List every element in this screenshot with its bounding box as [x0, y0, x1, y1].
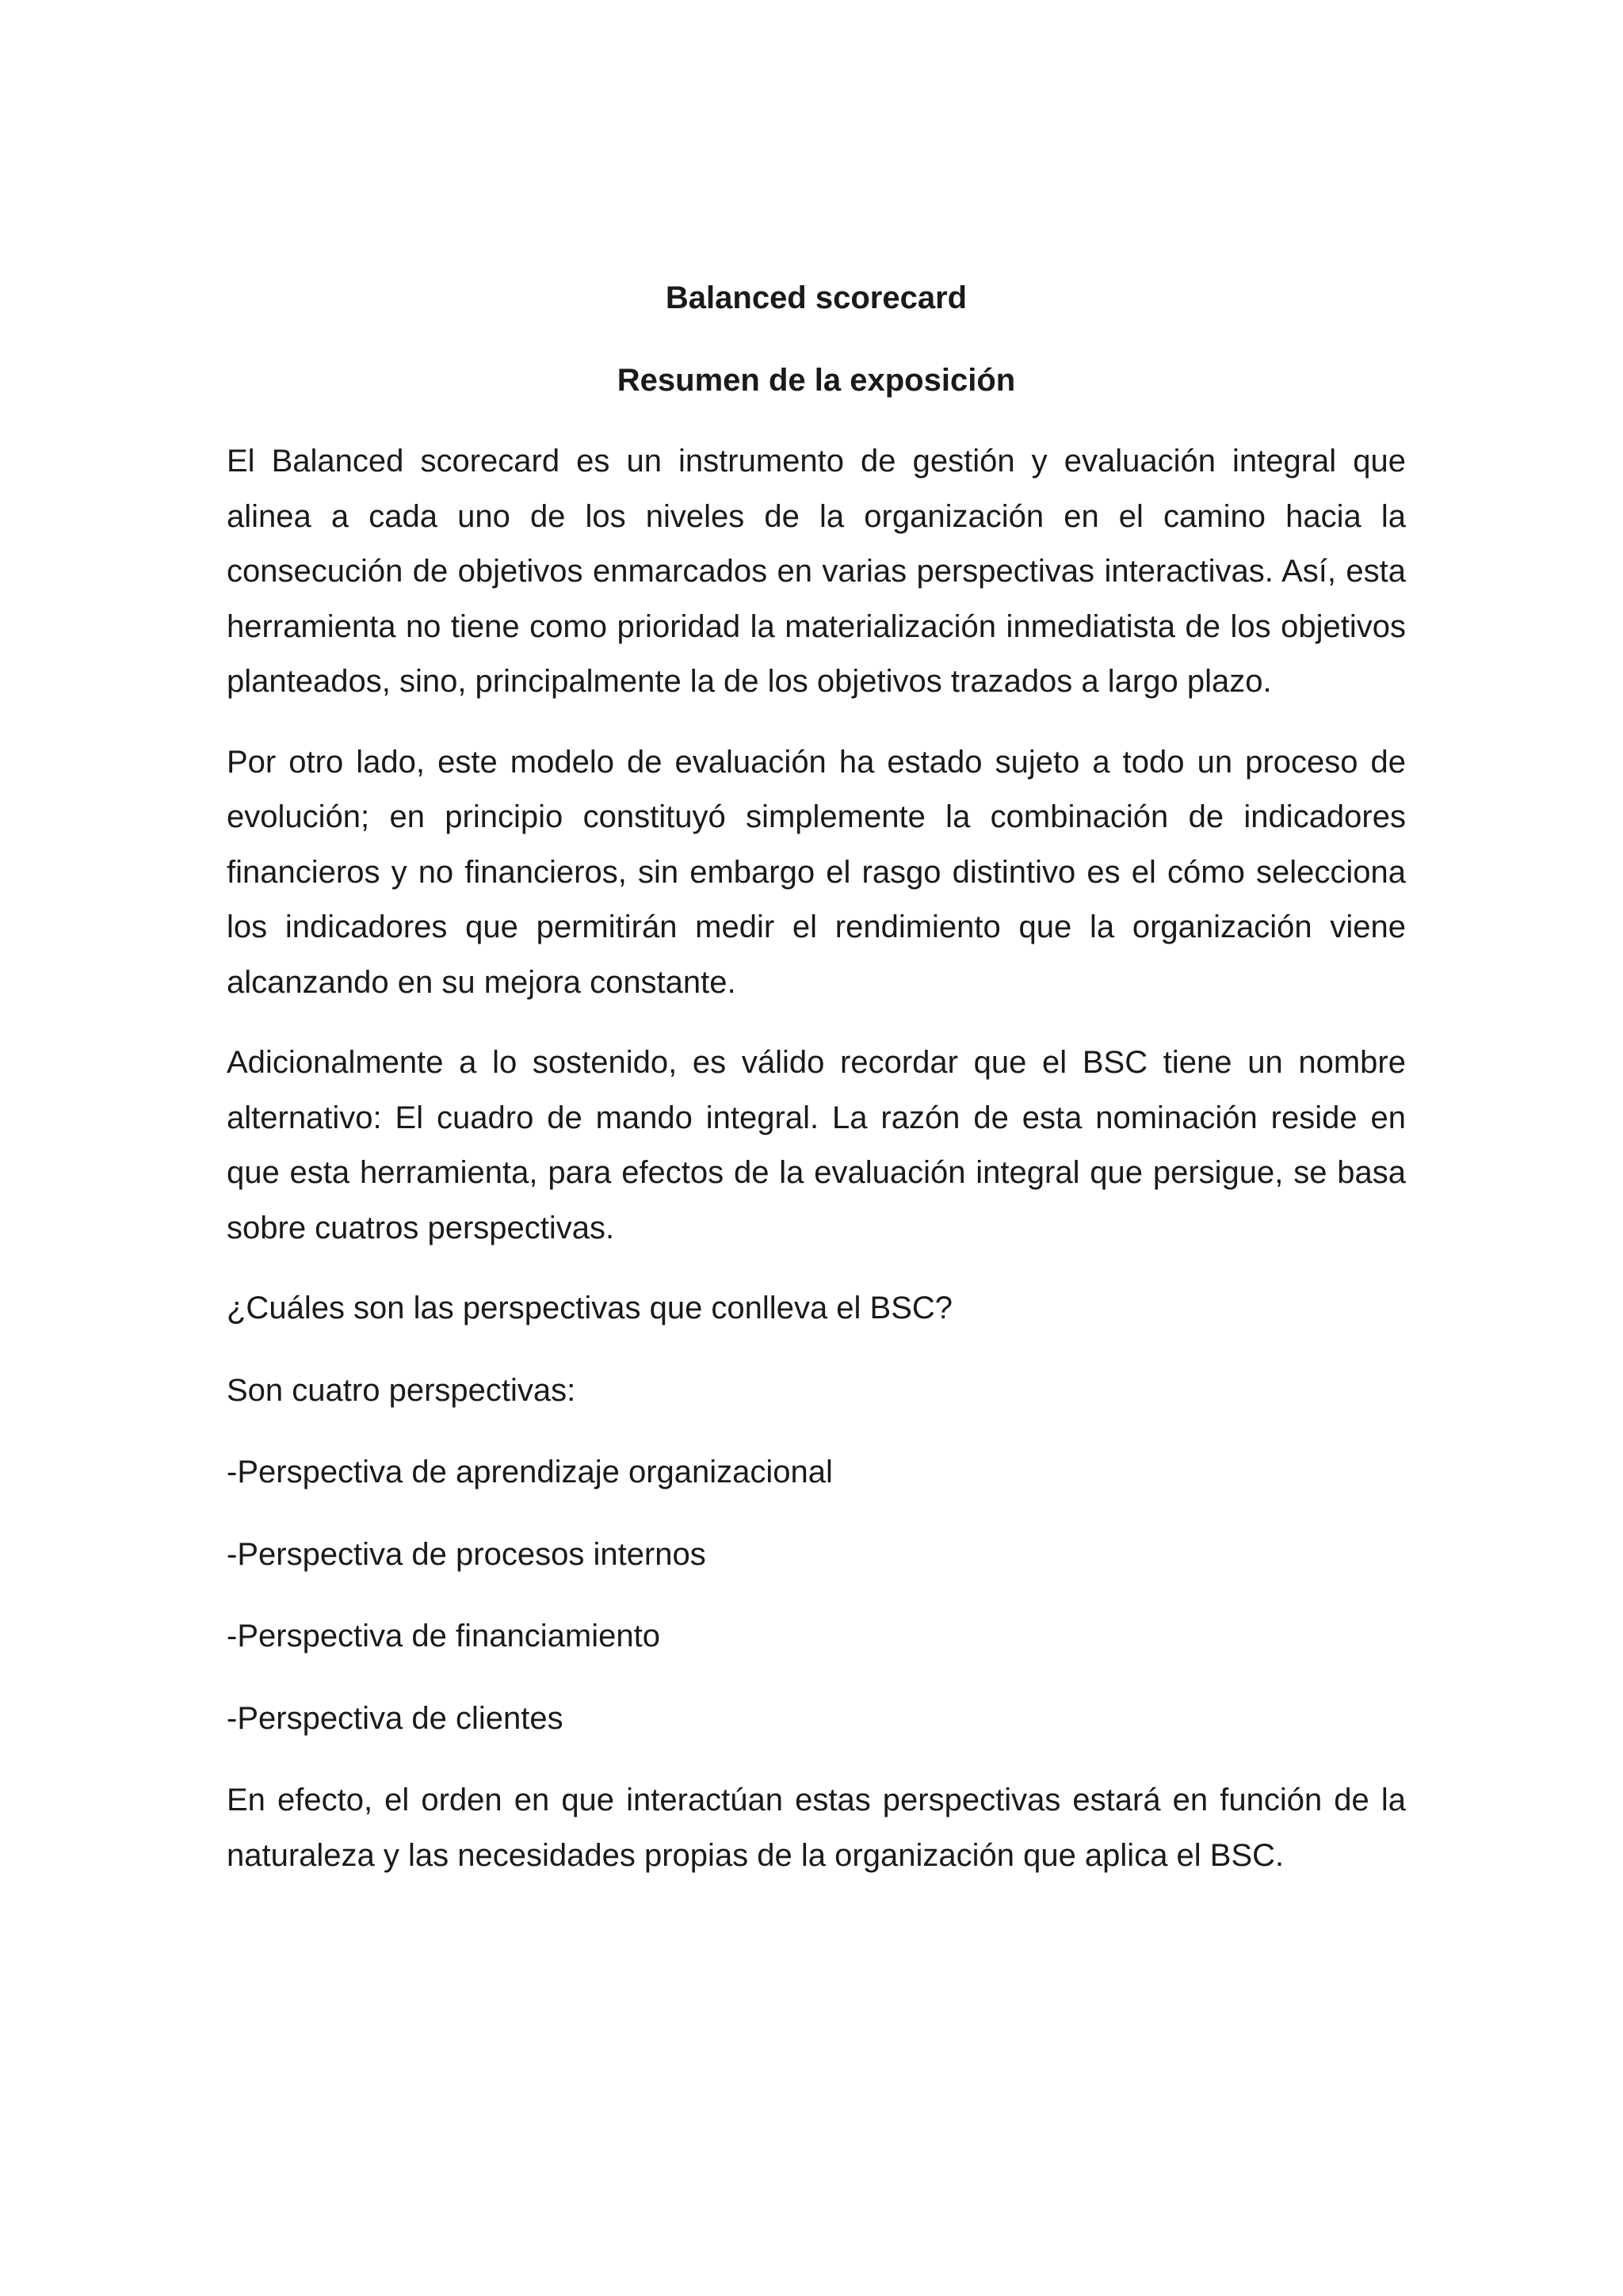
list-item: -Perspectiva de clientes	[227, 1700, 563, 1736]
list-intro: Son cuatro perspectivas:	[227, 1372, 576, 1408]
paragraph-evolution: Por otro lado, este modelo de evaluación ha estado sujeto a todo un proceso de evolución; en principio constituyó simplemente la combinación de indicadores financieros y no financieros, sin embargo el rasgo distintivo es el cómo selecciona los indicadores que permitirán medir el rendimiento que la organización viene alcanzando en su mejora constante.	[227, 744, 1406, 1000]
paragraph-alternative-name: Adicionalmente a lo sostenido, es válido recordar que el BSC tiene un nombre alternativo: El cuadro de mando integral. La razón de esta nominación reside en que esta herramienta, para efectos de la evaluación integral que persigue, se basa sobre cuatros perspectivas.	[227, 1045, 1406, 1245]
list-item: -Perspectiva de financiamiento	[227, 1619, 660, 1653]
list-item: -Perspectiva de aprendizaje organizacional	[227, 1455, 833, 1489]
list-item: -Perspectiva de procesos internos	[227, 1536, 706, 1572]
document-title: Balanced scorecard	[665, 280, 968, 315]
paragraph-definition: El Balanced scorecard es un instrumento de gestión y evaluación integral que alinea a cada uno de los niveles de la organización en el camino hacia la consecución de objetivos enmarcados en varias perspectivas interactivas. Así, esta herramienta no tiene como prioridad la materialización inmediatista de los objetivos planteados, sino, principalmente la de los objetivos trazados a largo plazo.	[227, 444, 1406, 699]
document-content	[227, 279, 1406, 1909]
question-line: ¿Cuáles son las perspectivas que conlleva el BSC?	[227, 1291, 953, 1325]
paragraph-conclusion: En efecto, el orden en que interactúan estas perspectivas estará en función de la naturaleza y las necesidades propias de la organización que aplica el BSC.	[227, 1783, 1406, 1873]
document-subtitle: Resumen de la exposición	[617, 363, 1016, 398]
